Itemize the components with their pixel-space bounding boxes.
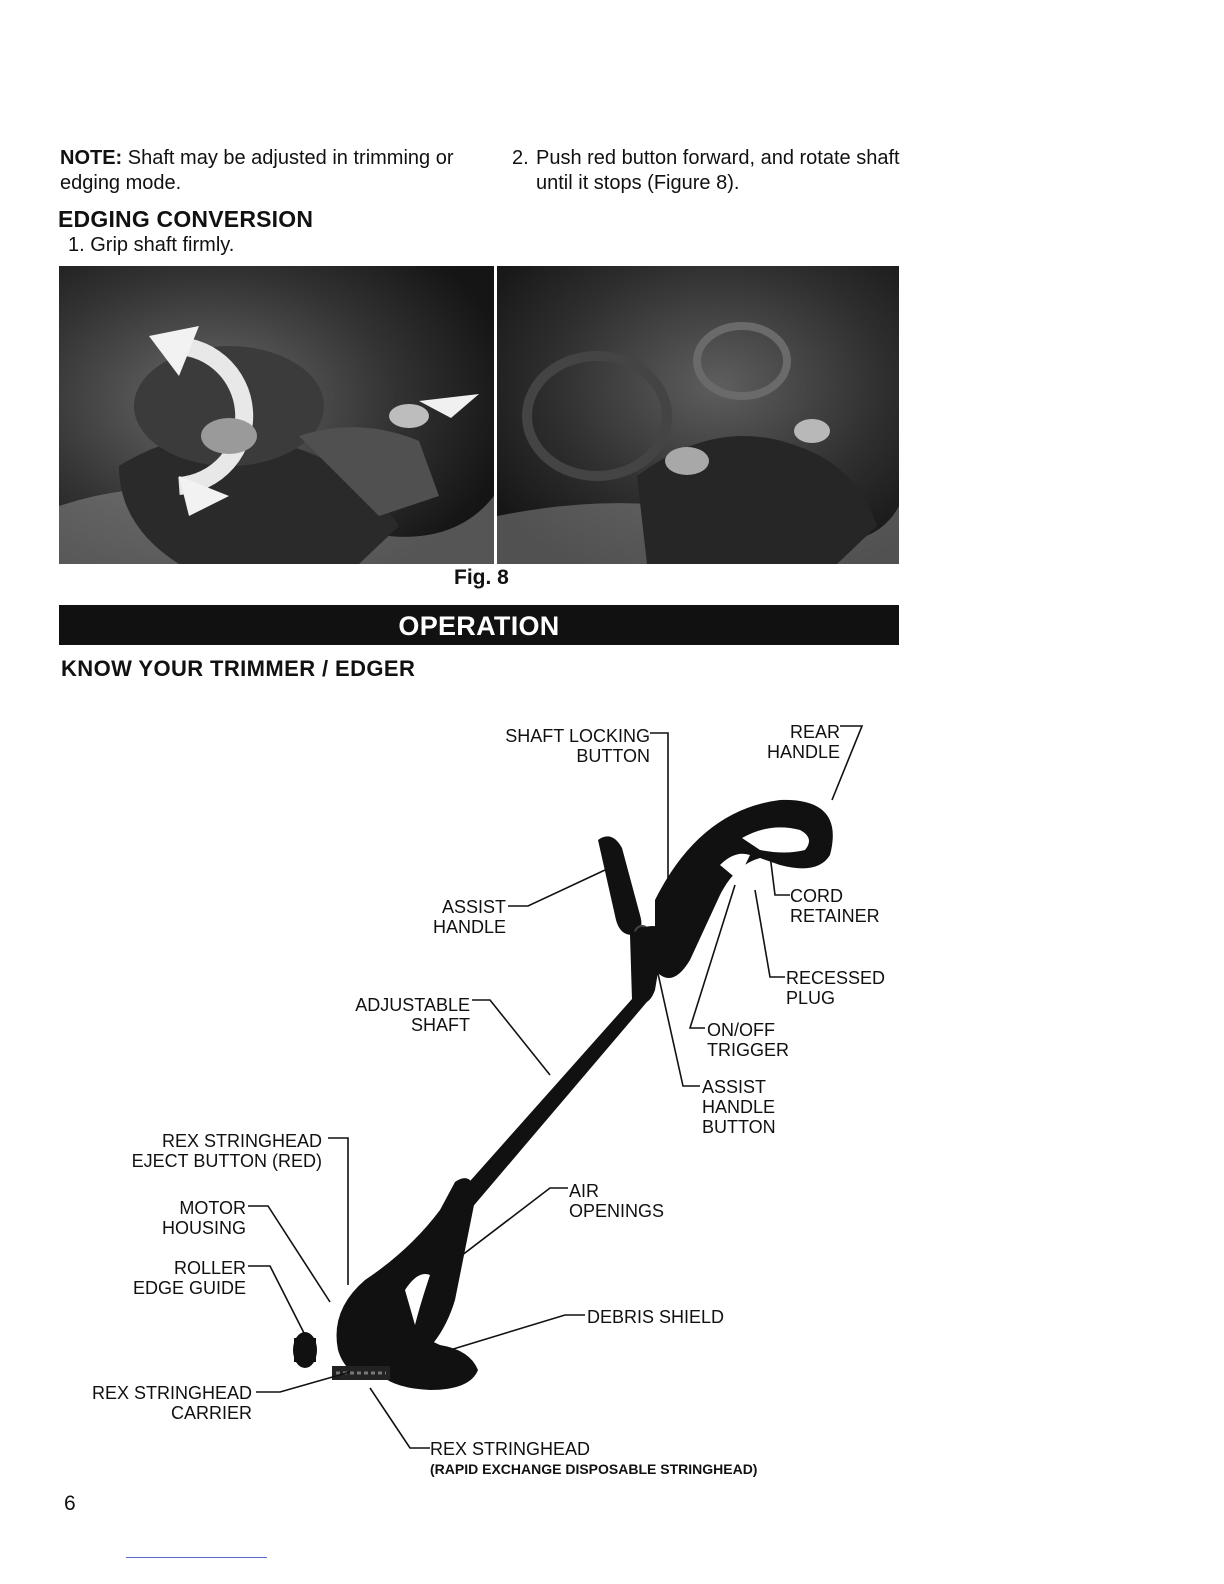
label-line: ON/OFF [707,1020,775,1040]
label-line: RETAINER [790,906,880,926]
label-line: BUTTON [576,746,650,766]
trimmer-illustration [0,690,1224,1500]
label-line: OPENINGS [569,1201,665,1221]
label-line: CORD [790,886,843,906]
label-line: ADJUSTABLE [355,995,470,1015]
label-eject-button [90,1131,322,1171]
figure-8-photo-right [497,266,899,564]
label-line: ASSIST [702,1077,767,1097]
label-line: EJECT BUTTON (RED) [131,1151,322,1171]
label-on-off-trigger [707,1020,789,1060]
label-line: CARRIER [170,1403,252,1423]
label-line: ROLLER [173,1258,246,1278]
footer-rule [126,1557,267,1558]
label-line: REX STRINGHEAD [430,1439,591,1459]
label-line: REX STRINGHEAD [161,1131,322,1151]
step-2-number: 2. [512,147,529,169]
label-line: PLUG [786,988,836,1008]
label-line: AIR [569,1181,600,1201]
label-line: DEBRIS SHIELD [587,1307,725,1327]
label-line: REAR [789,722,840,742]
label-recessed-plug [786,968,885,1008]
label-line: RECESSED [786,968,886,988]
step-2-text: Push red button forward, and rotate shaft until it stops (Figure 8). [536,147,900,194]
label-note: (RAPID EXCHANGE DISPOSABLE STRINGHEAD) [430,1461,758,1477]
figure-caption: Fig. 8 [454,566,509,589]
label-line: SHAFT LOCKING [505,726,650,746]
note-text: Shaft may be adjusted in trimming or edging mode. [60,147,454,194]
edging-conversion-heading: EDGING CONVERSION [58,206,314,232]
label-assist-handle [400,897,506,937]
label-line: HANDLE [432,917,506,937]
label-line: MOTOR [179,1198,246,1218]
label-line: TRIGGER [707,1040,790,1060]
label-shaft-locking-button [470,726,650,766]
label-line: SHAFT [410,1015,470,1035]
page-number: 6 [64,1492,76,1515]
label-adjustable-shaft [330,995,470,1035]
label-line: HOUSING [161,1218,246,1238]
label-assist-handle-button [702,1077,776,1137]
know-your-trimmer-heading: KNOW YOUR TRIMMER / EDGER [61,656,416,681]
step-1: 1. Grip shaft firmly. [68,234,235,256]
operation-banner [59,605,899,645]
label-stringhead-carrier [60,1383,252,1423]
note-label: NOTE: [60,147,123,169]
label-line: EDGE GUIDE [132,1278,246,1298]
label-cord-retainer [790,886,880,926]
label-debris-shield [587,1307,724,1327]
step-2 [512,146,912,196]
note-paragraph [60,146,490,196]
label-line: ASSIST [441,897,506,917]
label-line: BUTTON [702,1117,776,1137]
trimmer-diagram [0,690,1224,1500]
label-motor-housing [130,1198,246,1238]
label-rear-handle [740,722,840,762]
label-rex-stringhead [430,1439,757,1479]
label-air-openings [569,1181,664,1221]
label-roller-edge-guide [100,1258,246,1298]
label-line: REX STRINGHEAD [91,1383,252,1403]
figure-8-photo-left [59,266,494,564]
label-line: HANDLE [702,1097,776,1117]
label-line: HANDLE [766,742,840,762]
banner-title: OPERATION [398,611,560,641]
